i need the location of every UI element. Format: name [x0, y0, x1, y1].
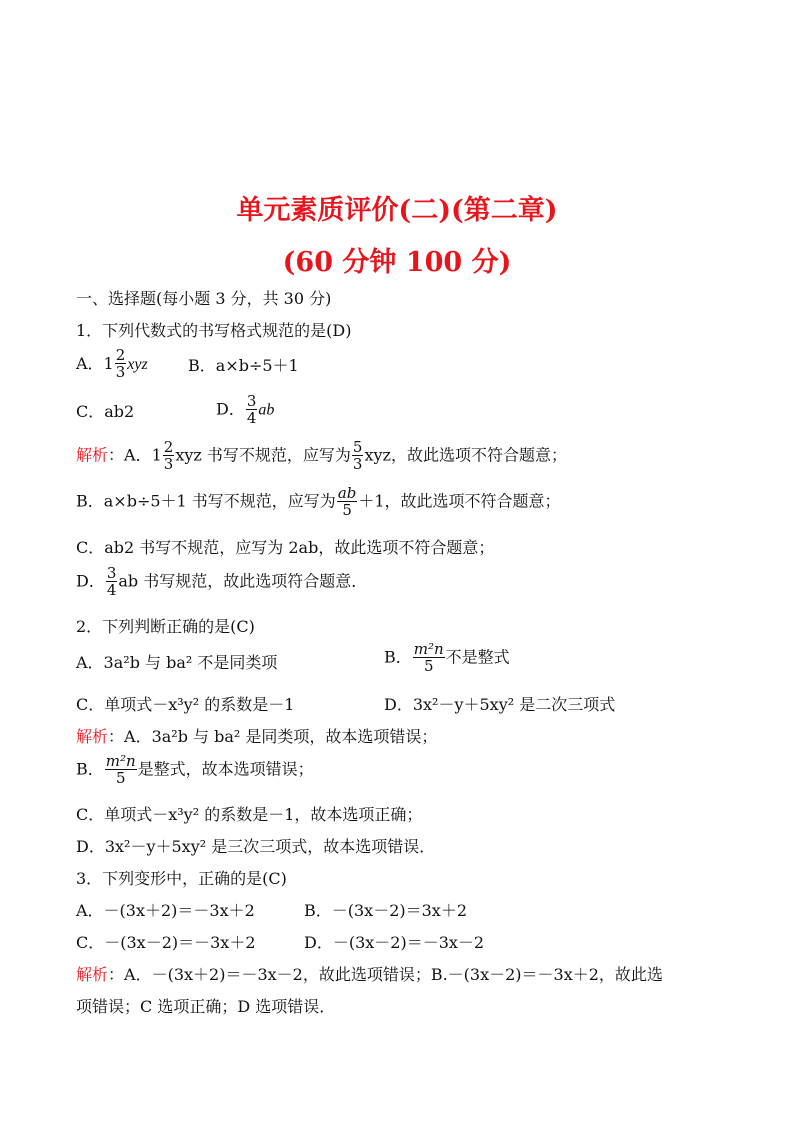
- q1-option-a-prefix: A．1: [76, 353, 114, 373]
- q3-explanation-line1: [76, 964, 663, 986]
- fraction: [337, 486, 358, 518]
- explanation-text: xyz 书写不规范，应写为: [175, 445, 351, 465]
- explanation-text: ＋1，故此选项不符合题意；: [358, 491, 561, 511]
- q1-option-b: B．a×b÷5＋1: [188, 356, 299, 375]
- q1-explanation-d: [76, 566, 367, 598]
- fraction-denominator: 3: [352, 455, 363, 473]
- q2-option-b-tail: 不是整式: [445, 647, 510, 667]
- explanation-label: 解析: [76, 727, 109, 746]
- explanation-text: ：A．1: [108, 445, 162, 465]
- fraction: [163, 440, 175, 472]
- explanation-text: ：A．－(3x＋2)＝－3x－2，故此选项错误；B.－(3x－2)＝－3x＋2，故此选: [108, 965, 663, 984]
- q2-option-c: C．单项式－x³y² 的系数是－1: [76, 695, 295, 714]
- explanation-text: ab 书写规范，故此选项符合题意．: [118, 571, 368, 591]
- fraction: [246, 394, 258, 426]
- q1-option-a-tail: xyz: [127, 355, 148, 373]
- question-3-stem: 3．下列变形中，正确的是(C): [76, 869, 287, 888]
- question-2-options-cd: [76, 694, 616, 716]
- explanation-label: 解析: [76, 965, 109, 984]
- q2-option-b: [384, 642, 510, 674]
- explanation-text: D．: [76, 571, 105, 591]
- q2-option-d: D．3x²－y＋5xy² 是二次三项式: [384, 695, 616, 714]
- q2-explanation-b: [76, 754, 314, 786]
- q1-explanation-c: C．ab2 书写不规范，应写为 2ab，故此选项不符合题意；: [76, 538, 495, 557]
- question-3-options-ab: [76, 900, 468, 922]
- q3-option-d: D．－(3x－2)＝－3x－2: [304, 933, 485, 952]
- fraction-numerator: m²n: [105, 752, 136, 770]
- fraction-numerator: 2: [115, 346, 126, 364]
- fraction: [106, 566, 118, 598]
- question-1-options-cd: [76, 392, 275, 427]
- explanation-label: 解析: [76, 445, 109, 465]
- question-1-stem: 1．下列代数式的书写格式规范的是(D): [76, 321, 352, 340]
- explanation-text: 是整式，故本选项错误；: [137, 759, 314, 779]
- q3-explanation-line2: 项错误；C 选项正确；D 选项错误．: [76, 997, 336, 1016]
- question-1-options-ab: [76, 346, 299, 381]
- fraction-denominator: 5: [105, 769, 137, 786]
- q1-option-c: C．ab2: [76, 402, 135, 421]
- question-2-options-ab: [76, 640, 510, 675]
- q1-option-d: [216, 394, 274, 426]
- fraction-denominator: 4: [246, 409, 257, 427]
- q2-explanation-d: D．3x²－y＋5xy² 是三次三项式，故本选项错误．: [76, 837, 436, 856]
- fraction-numerator: 3: [106, 564, 117, 582]
- explanation-text: B．: [76, 759, 104, 779]
- fraction-numerator: ab: [337, 484, 357, 502]
- q2-option-b-prefix: B．: [384, 647, 412, 667]
- explanation-text: ：A．3a²b 与 ba² 是同类项，故本选项错误；: [108, 727, 438, 746]
- fraction-numerator: 3: [246, 392, 257, 410]
- page-title: 单元素质评价(二)(第二章): [236, 195, 558, 226]
- fraction-numerator: m²n: [413, 640, 444, 658]
- q2-option-a: A．3a²b 与 ba² 不是同类项: [76, 653, 278, 672]
- q1-option-d-tail: ab: [258, 401, 275, 419]
- fraction-denominator: 4: [106, 581, 117, 599]
- q3-option-c: C．－(3x－2)＝－3x＋2: [76, 933, 256, 952]
- explanation-text: B．a×b÷5＋1 书写不规范，应写为: [76, 491, 336, 511]
- explanation-text: xyz，故此选项不符合题意；: [364, 445, 567, 465]
- question-2-stem: 2．下列判断正确的是(C): [76, 617, 255, 636]
- q3-option-a: A．－(3x＋2)＝－3x＋2: [76, 901, 255, 920]
- section-heading: 一、选择题(每小题 3 分，共 30 分): [76, 289, 332, 308]
- q1-option-a: [76, 346, 148, 381]
- fraction: [413, 642, 445, 674]
- q1-explanation-a: [76, 440, 567, 472]
- fraction: [115, 348, 127, 380]
- fraction-numerator: 5: [352, 438, 363, 456]
- fraction-denominator: 5: [413, 657, 445, 674]
- q3-option-b: B．－(3x－2)＝3x＋2: [304, 901, 468, 920]
- q1-explanation-b: [76, 486, 561, 518]
- fraction-numerator: 2: [163, 438, 174, 456]
- q2-explanation-a: [76, 726, 437, 748]
- fraction-denominator: 3: [163, 455, 174, 473]
- q2-explanation-c: C．单项式－x³y² 的系数是－1，故本选项正确；: [76, 805, 423, 824]
- fraction: [352, 440, 364, 472]
- question-3-options-cd: [76, 932, 485, 954]
- fraction-denominator: 3: [115, 363, 126, 381]
- page-subtitle: (60 分钟 100 分): [282, 247, 512, 278]
- fraction: [105, 754, 137, 786]
- q1-option-d-prefix: D．: [216, 399, 245, 419]
- fraction-denominator: 5: [337, 501, 358, 518]
